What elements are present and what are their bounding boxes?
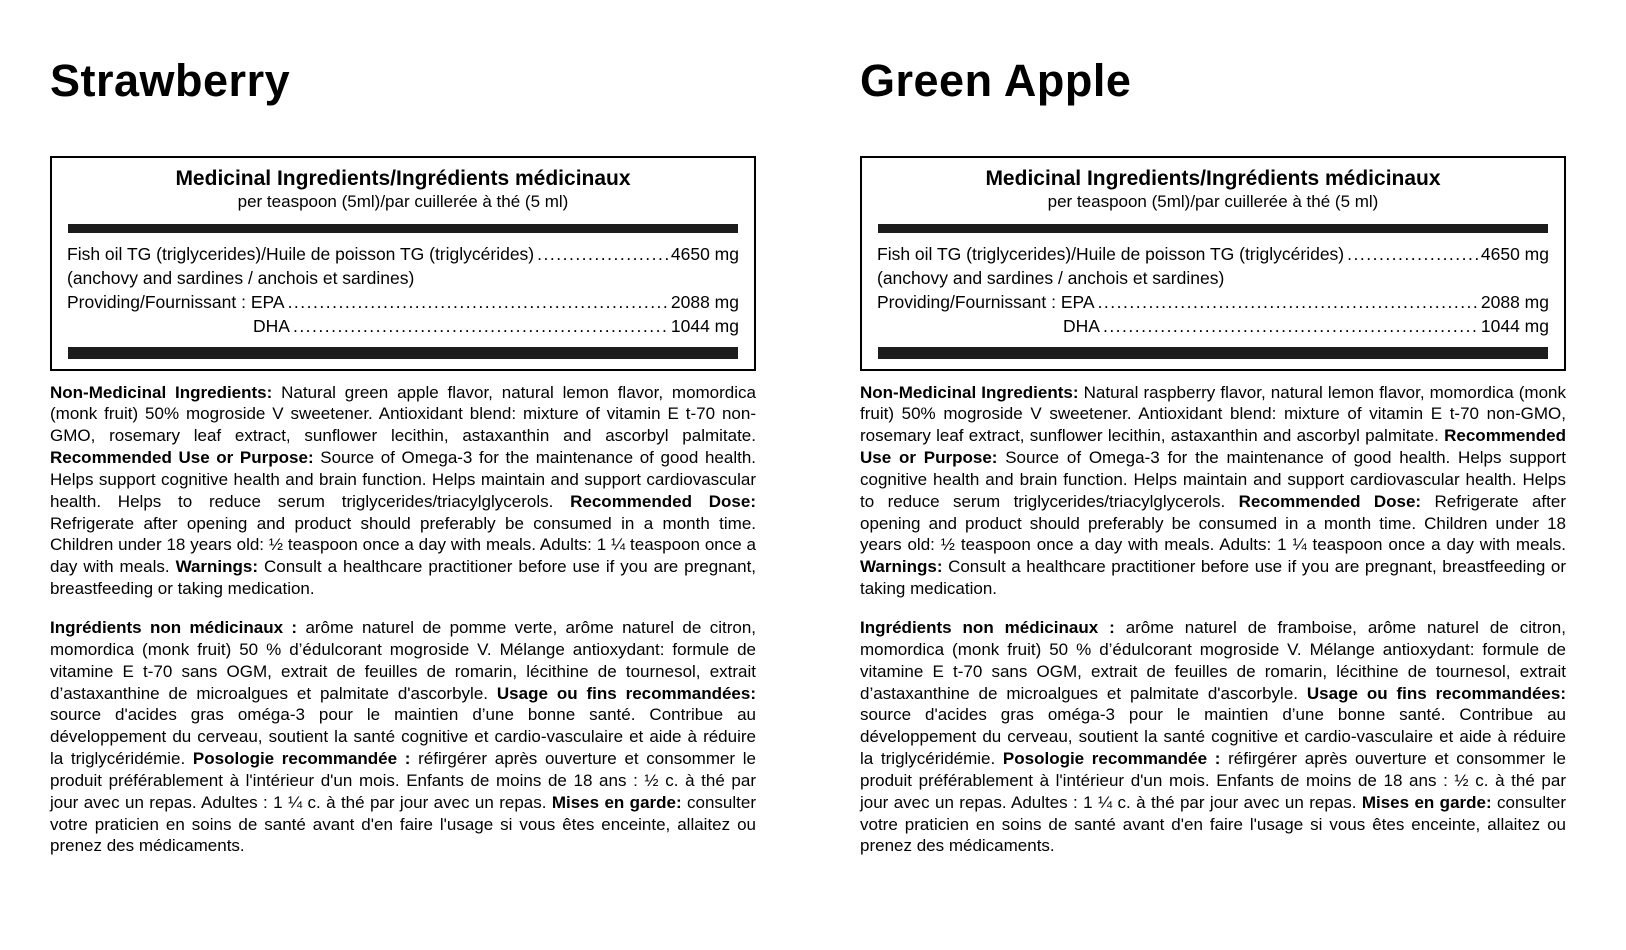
ingredient-label: (anchovy and sardines / anchois et sardines): [67, 267, 415, 288]
ingredient-row-dha: [877, 314, 1549, 338]
divider-bar: [68, 224, 738, 233]
ingredient-value: 4650 mg: [1480, 243, 1549, 264]
divider-bar: [68, 347, 738, 359]
medicinal-ingredients-box: [860, 156, 1566, 371]
ingredient-value: 1044 mg: [670, 315, 739, 336]
ingredient-row-fish-oil: [877, 242, 1549, 266]
medicinal-ingredients-box: [50, 156, 756, 371]
ingredient-value: 2088 mg: [1480, 291, 1549, 312]
ingredients-non-medicinaux-paragraph-fr: Ingrédients non médicinaux : arôme naturel de framboise, arôme naturel de citron, momordica (monk fruit) 50 % d’édulcorant mogroside V. Mélange antioxydant: formule de vitamine E t-70 sans OGM, extrait de feuilles de romarin, lécithine de tournesol, extrait d’astaxanthine de microalgues et palmitate d'ascorbyle. Usage ou fins recommandées: source d'acides gras oméga-3 pour le maintien d’une bonne santé. Contribue au développement du cerveau, soutient la santé cognitive et cardio-vasculaire et aide à réduire la triglycéridémie. Posologie recommandée : réfirgérer après ouverture et consommer le produit préférablement à l'intérieur d'un mois. Enfants de moins de 18 ans : ½ c. à thé par jour avec un repas. Adultes : 1 ¼ c. à thé par jour avec un repas. Mises en garde: consulter votre praticien en soins de santé avant d'en faire l'usage si vous êtes enceinte, allaitez ou prenez des médicaments.: [860, 617, 1567, 856]
ingredient-row-source: [877, 266, 1549, 290]
divider-bar: [878, 224, 1548, 233]
ingredient-label: (anchovy and sardines / anchois et sardines): [877, 267, 1225, 288]
ingredient-row-source: [67, 266, 739, 290]
dotted-leader: [1103, 314, 1478, 338]
box-title: Medicinal Ingredients/Ingrédients médicinaux: [175, 167, 631, 190]
ingredient-value: 4650 mg: [670, 243, 739, 264]
ingredient-row-epa: [877, 290, 1549, 314]
ingredient-value: 1044 mg: [1480, 315, 1549, 336]
ingredient-label: DHA: [253, 315, 290, 336]
flavor-title: Strawberry: [50, 55, 291, 106]
flavor-title: Green Apple: [860, 55, 1132, 106]
non-medicinal-ingredients-paragraph-en: Non-Medicinal Ingredients: Natural green apple flavor, natural lemon flavor, momordica (monk fruit) 50% mogroside V sweetener. Antioxidant blend: mixture of vitamin E t-70 non-GMO, rosemary leaf extract, sunflower lecithin, astaxanthin and ascorbyl palmitate. Recommended Use or Purpose: Source of Omega-3 for the maintenance of good health. Helps support cognitive health and brain function. Helps maintain and support cardiovascular health. Helps to reduce serum triglycerides/triacylglycerols. Recommended Dose: Refrigerate after opening and product should preferably be consumed in a month time. Children under 18 years old: ½ teaspoon once a day with meals. Adults: 1 ¼ teaspoon once a day with meals. Warnings: Consult a healthcare practitioner before use if you are pregnant, breastfeeding or taking medication.: [50, 382, 757, 599]
dotted-leader: [293, 314, 668, 338]
ingredient-label: DHA: [1063, 315, 1100, 336]
dotted-leader: [537, 242, 668, 266]
box-subtitle: per teaspoon (5ml)/par cuillerée à thé (5 ml): [237, 192, 569, 212]
ingredient-label: Providing/Fournissant : EPA: [877, 291, 1095, 312]
dotted-leader: [1098, 290, 1478, 314]
ingredients-non-medicinaux-paragraph-fr: Ingrédients non médicinaux : arôme naturel de pomme verte, arôme naturel de citron, momordica (monk fruit) 50 % d’édulcorant mogroside V. Mélange antioxydant: formule de vitamine E t-70 sans OGM, extrait de feuilles de romarin, lécithine de tournesol, extrait d’astaxanthine de microalgues et palmitate d'ascorbyle. Usage ou fins recommandées: source d'acides gras oméga-3 pour le maintien d’une bonne santé. Contribue au développement du cerveau, soutient la santé cognitive et cardio-vasculaire et aide à réduire la triglycéridémie. Posologie recommandée : réfirgérer après ouverture et consommer le produit préférablement à l'intérieur d'un mois. Enfants de moins de 18 ans : ½ c. à thé par jour avec un repas. Adultes : 1 ¼ c. à thé par jour avec un repas. Mises en garde: consulter votre praticien en soins de santé avant d'en faire l'usage si vous êtes enceinte, allaitez ou prenez des médicaments.: [50, 617, 757, 856]
ingredient-label: Fish oil TG (triglycerides)/Huile de poisson TG (triglycérides): [877, 243, 1345, 264]
dotted-leader: [1347, 242, 1478, 266]
box-title: Medicinal Ingredients/Ingrédients médicinaux: [985, 167, 1441, 190]
panel-strawberry: [50, 55, 757, 857]
dotted-leader: [288, 290, 668, 314]
ingredient-label: Providing/Fournissant : EPA: [67, 291, 285, 312]
ingredient-value: 2088 mg: [670, 291, 739, 312]
ingredient-row-epa: [67, 290, 739, 314]
non-medicinal-ingredients-paragraph-en: Non-Medicinal Ingredients: Natural raspberry flavor, natural lemon flavor, momordica (monk fruit) 50% mogroside V sweetener. Antioxidant blend: mixture of vitamin E t-70 non-GMO, rosemary leaf extract, sunflower lecithin, astaxanthin and ascorbyl palmitate. Recommended Use or Purpose: Source of Omega-3 for the maintenance of good health. Helps support cognitive health and brain function. Helps maintain and support cardiovascular health. Helps to reduce serum triglycerides/triacylglycerols. Recommended Dose: Refrigerate after opening and product should preferably be consumed in a month time. Children under 18 years old: ½ teaspoon once a day with meals. Adults: 1 ¼ teaspoon once a day with meals. Warnings: Consult a healthcare practitioner before use if you are pregnant, breastfeeding or taking medication.: [860, 382, 1567, 599]
ingredient-row-fish-oil: [67, 242, 739, 266]
panel-green-apple: [860, 55, 1567, 857]
divider-bar: [878, 347, 1548, 359]
ingredient-label: Fish oil TG (triglycerides)/Huile de poisson TG (triglycérides): [67, 243, 535, 264]
ingredient-row-dha: [67, 314, 739, 338]
box-subtitle: per teaspoon (5ml)/par cuillerée à thé (5 ml): [1047, 192, 1379, 212]
